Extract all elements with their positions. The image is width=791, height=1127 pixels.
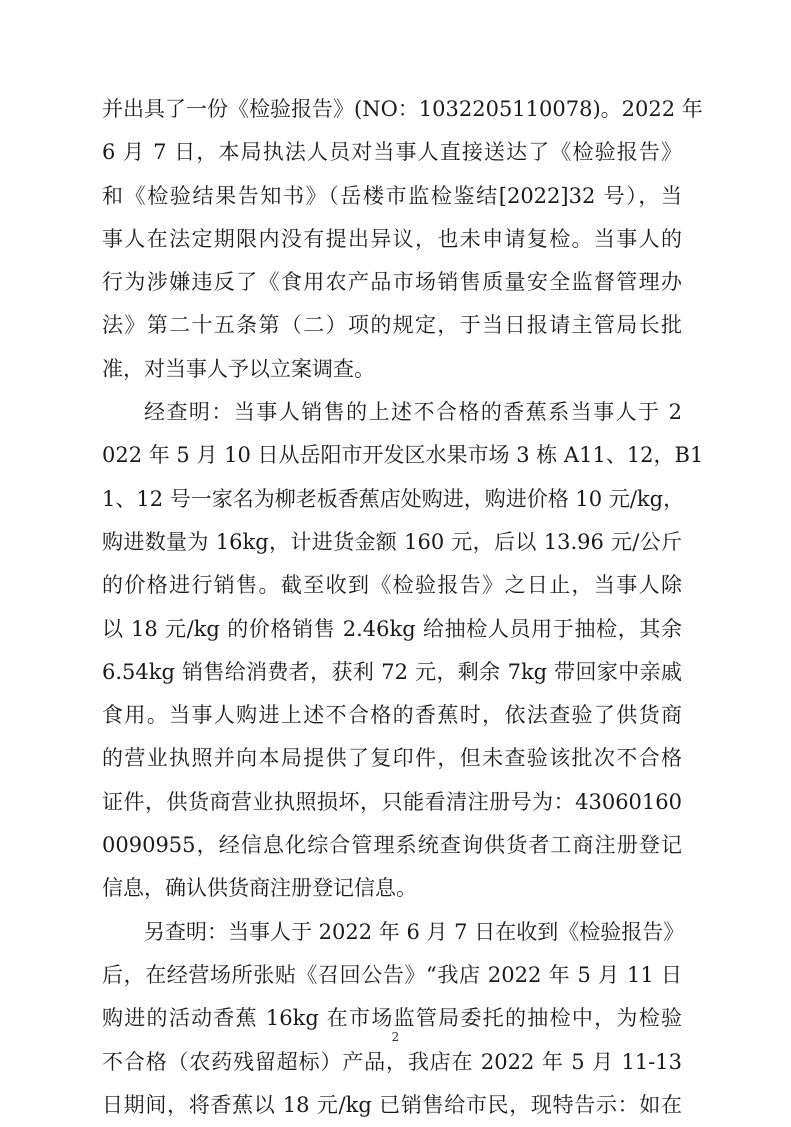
text-line: 行为涉嫌违反了《食用农产品市场销售质量安全监督管理办 bbox=[102, 270, 682, 295]
text-line: 022 年 5 月 10 日从岳阳市开发区水果市场 3 栋 A11、12，B1 bbox=[102, 443, 704, 468]
paragraph bbox=[102, 88, 703, 391]
paragraph bbox=[102, 391, 704, 911]
text-line: 食用。当事人购进上述不合格的香蕉时，依法查验了供货商 bbox=[102, 703, 682, 728]
text-line: 不合格（农药残留超标）产品，我店在 2022 年 5 月 11-13 bbox=[102, 1049, 682, 1074]
text-line: 6.54kg 销售给消费者，获利 72 元，剩余 7kg 带回家中亲戚 bbox=[102, 659, 682, 684]
text-line: 和《检验结果告知书》（岳楼市监检鉴结[2022]32 号），当 bbox=[102, 183, 682, 208]
text-line: 信息，确认供货商注册登记信息。 bbox=[102, 876, 417, 901]
text-line: 购进的活动香蕉 16kg 在市场监管局委托的抽检中，为检验 bbox=[102, 1006, 682, 1031]
document-body bbox=[102, 88, 704, 1127]
text-line: 事人在法定期限内没有提出异议，也未申请复检。当事人的 bbox=[102, 226, 682, 251]
paragraph bbox=[102, 911, 685, 1127]
text-line: 的价格进行销售。截至收到《检验报告》之日止，当事人除 bbox=[102, 573, 682, 598]
text-line: 6 月 7 日，本局执法人员对当事人直接送达了《检验报告》 bbox=[102, 140, 682, 165]
text-line: 经查明：当事人销售的上述不合格的香蕉系当事人于 2 bbox=[144, 400, 682, 425]
text-line: 日期间，将香蕉以 18 元/kg 已销售给市民，现特告示：如在 bbox=[102, 1092, 682, 1117]
text-line: 1、12 号一家名为柳老板香蕉店处购进，购进价格 10 元/kg， bbox=[102, 486, 685, 511]
text-line: 法》第二十五条第（二）项的规定，于当日报请主管局长批 bbox=[102, 313, 682, 338]
text-line: 0090955，经信息化综合管理系统查询供货者工商注册登记 bbox=[102, 833, 682, 858]
text-line: 另查明：当事人于 2022 年 6 月 7 日在收到《检验报告》 bbox=[144, 919, 685, 944]
page-number: 2 bbox=[391, 1030, 400, 1044]
text-line: 准，对当事人予以立案调查。 bbox=[102, 356, 375, 381]
text-line: 后，在经营场所张贴《召回公告》“我店 2022 年 5 月 11 日 bbox=[102, 962, 682, 987]
text-line: 以 18 元/kg 的价格销售 2.46kg 给抽检人员用于抽检，其余 bbox=[102, 616, 682, 641]
text-line: 证件，供货商营业执照损坏，只能看清注册号为：43060160 bbox=[102, 789, 682, 814]
text-line: 购进数量为 16kg，计进货金额 160 元，后以 13.96 元/公斤 bbox=[102, 529, 682, 554]
text-line: 的营业执照并向本局提供了复印件，但未查验该批次不合格 bbox=[102, 746, 682, 771]
text-line: 并出具了一份《检验报告》(NO：1032205110078)。2022 年 bbox=[102, 97, 703, 121]
